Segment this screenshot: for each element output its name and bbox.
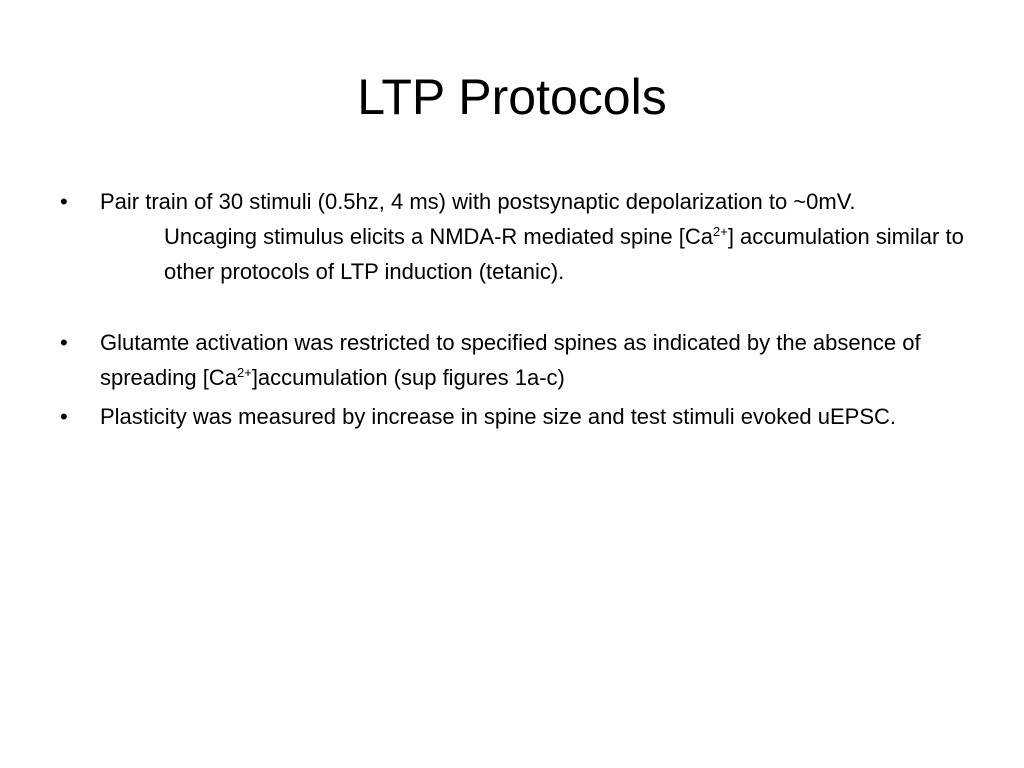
bullet-item-3 <box>60 399 970 434</box>
calcium-superscript: 2+ <box>236 365 252 380</box>
bullet-icon: • <box>60 330 68 355</box>
bullet-icon: • <box>60 404 68 429</box>
bullet-item-2 <box>60 325 970 395</box>
calcium-superscript: 2+ <box>713 224 728 239</box>
bullet-list <box>60 184 970 434</box>
sub-text-part-1: Uncaging stimulus elicits a NMDA-R mediated spine [Ca <box>164 224 713 249</box>
bullet-icon: • <box>60 189 68 214</box>
bullet-text-2-part-1: Glutamte activation was restricted to specified spines as indicated by the absence of spreading [Ca <box>100 330 921 390</box>
bullet-text-3: Plasticity was measured by increase in spine size and test stimuli evoked uEPSC. <box>100 404 897 429</box>
bullet-text-2-part-2: ]accumulation (sup figures 1a-c) <box>251 365 565 390</box>
slide-title: LTP Protocols <box>357 69 667 125</box>
bullet-item-1 <box>60 184 970 219</box>
bullet-text-1: Pair train of 30 stimuli (0.5hz, 4 ms) with postsynaptic depolarization to ~0mV. <box>100 189 856 214</box>
sub-paragraph-1 <box>60 219 970 289</box>
sub-text-part-2: ] accumulation similar to other protocols of LTP induction (tetanic). <box>164 224 964 284</box>
